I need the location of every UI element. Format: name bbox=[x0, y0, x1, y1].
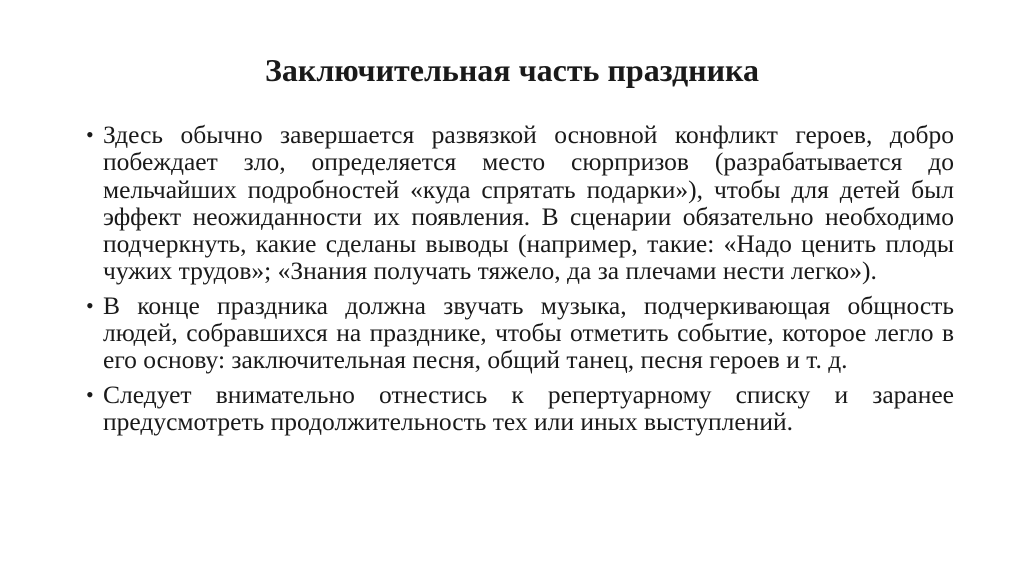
bullet-list bbox=[86, 121, 954, 435]
bullet-text: Следует внимательно отнестись к репертуарному списку и заранее предусмотреть продолжительность тех или иных выступлений. bbox=[103, 379, 954, 436]
bullet-text: В конце праздника должна звучать музыка, подчеркивающая общность людей, собравшихся на празднике, чтобы отметить событие, которое легло в его основу: заключительная песня, общий танец, песня героев и т. д. bbox=[103, 290, 954, 375]
slide-title: Заключительная часть праздника bbox=[265, 52, 759, 88]
bullet-dot-icon: • bbox=[86, 292, 94, 318]
bullet-dot-icon: • bbox=[86, 122, 94, 147]
bullet-item-music bbox=[86, 292, 954, 374]
bullet-item-conclusion bbox=[86, 121, 954, 285]
bullet-item-repertoire bbox=[86, 381, 954, 436]
bullet-text: Здесь обычно завершается развязкой основной конфликт героев, добро побеждает зло, определяется место сюрпризов (разрабатывается до мельчайших подробностей «куда спрятать подарки»), чтобы для детей был эффект неожиданности их появления. В сценарии обязательно необходимо подчеркнуть, какие сделаны выводы (например, такие: «Надо ценить плоды чужих трудов»; «Знания получать тяжело, да за плечами нести легко»). bbox=[103, 120, 954, 286]
bullet-dot-icon: • bbox=[86, 381, 94, 407]
